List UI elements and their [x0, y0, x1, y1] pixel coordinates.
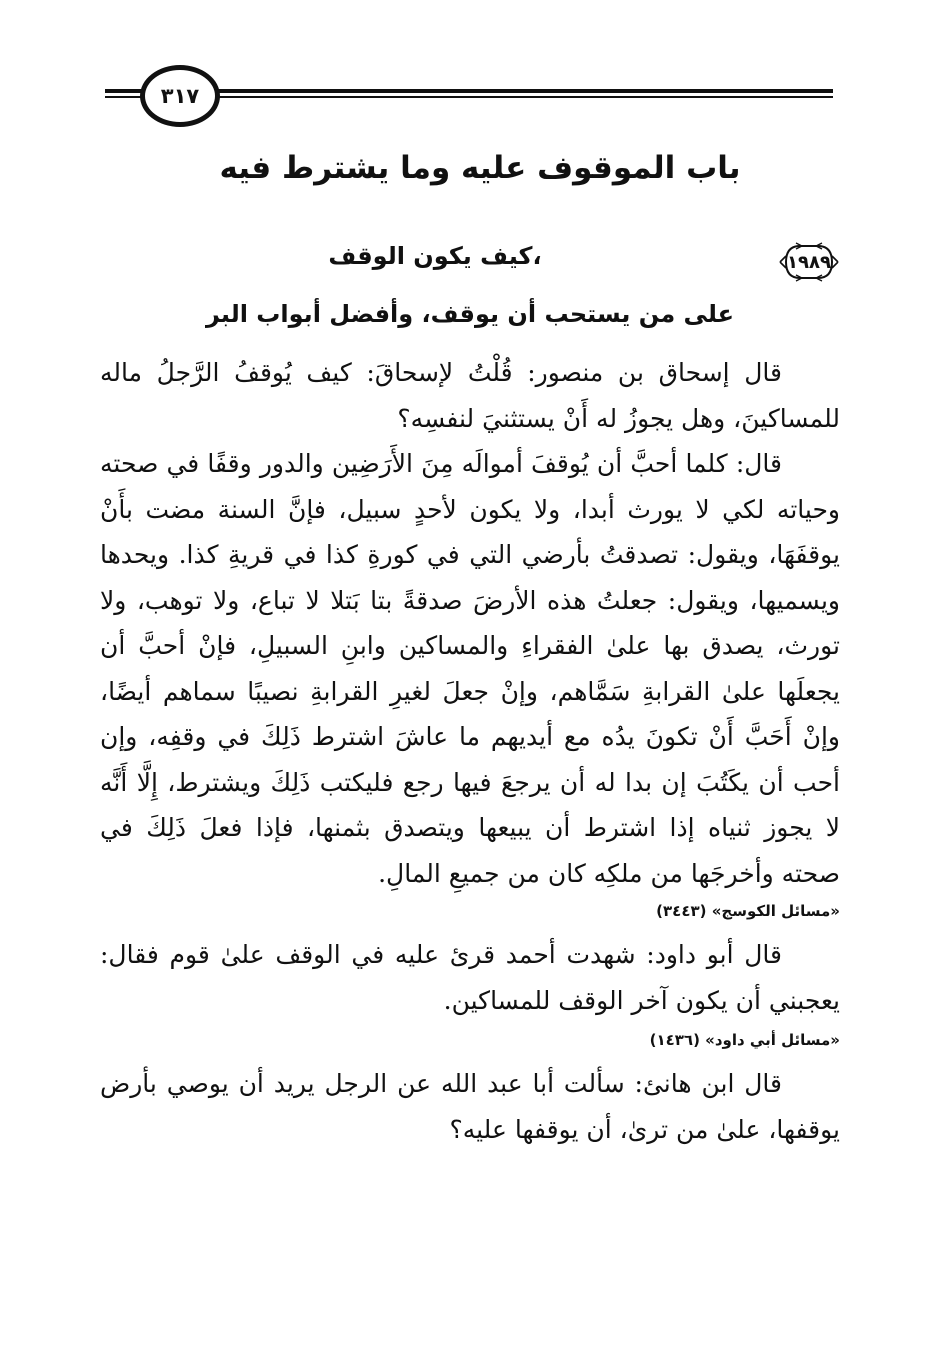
paragraph: قال ابن هانئ: سألت أبا عبد الله عن الرجل يريد أن يوصي بأرض يوقفها، علىٰ من ترىٰ، أن يوقفها عليه؟ [100, 1069, 840, 1144]
paragraph: قال: كلما أحبَّ أن يُوقفَ أموالَه مِنَ الأَرَضِين والدور وقفًا في صحته وحياته لكي لا يورث أبدا، ولا يكون لأحدٍ سبيل، فإنَّ السنة مضت بأَنْ يوقفَهَا، ويقول: تصدقتُ بأرضي التي في كورةِ كذا في قريةِ كذا. ويحدها ويسميها، ويقول: جعلتُ هذه الأرضَ صدقةً بتا بَتلا لا تباع، ولا توهب، ولا تورث، يصدق بها علىٰ الفقراءِ والمساكين وابنِ السبيلِ، فإنْ أحبَّ أن يجعلَها علىٰ القرابةِ سَمَّاهم، وإنْ جعلَ لغيرِ القرابةِ نصيبًا سماهم أيضًا، وإنْ أَحَبَّ أَنْ تكونَ يدُه مع أيديهم ما عاشَ اشترط ذَلِكَ في وقفِه، وإن أحب أن يكَتُبَ إن بدا له أن يرجعَ فيها رجع فليكتب ذَلِكَ ويشترط، إِلَّا أَنَّه لا يجوز ثنياه إذا اشترط أن يبيعها ويتصدق بثمنها، فإذا فعلَ ذَلِكَ في صحته وأخرجَها من ملكِه كان من جميعِ المالِ. [100, 449, 840, 888]
issue-subtitle: على من يستحب أن يوقف، وأفضل أبواب البر [205, 300, 735, 328]
paragraph: قال إسحاق بن منصور: قُلْتُ لإسحاقَ: كيف يُوقفُ الرَّجلُ ماله للمساكينَ، وهل يجوزُ له أَنْ يستثنيَ لنفسِه؟ [100, 358, 840, 433]
source-reference: «مسائل الكوسج» (٣٤٤٣) [656, 902, 840, 920]
paragraph: قال أبو داود: شهدت أحمد قرئ عليه في الوقف علىٰ قوم فقال: يعجبني أن يكون آخر الوقف للمساكين. [100, 940, 840, 1015]
issue-heading [100, 240, 840, 290]
page-header [0, 0, 941, 140]
issue-number: ١٩٨٩ [787, 251, 831, 273]
body-text [100, 350, 840, 1152]
source-reference: «مسائل أبي داود» (١٤٣٦) [649, 1031, 840, 1049]
page-number: ٣١٧ [140, 65, 220, 127]
issue-title: كيف يكون الوقف، [328, 242, 542, 270]
issue-number-badge [778, 240, 840, 284]
chapter-title: باب الموقوف عليه وما يشترط فيه [219, 150, 741, 186]
